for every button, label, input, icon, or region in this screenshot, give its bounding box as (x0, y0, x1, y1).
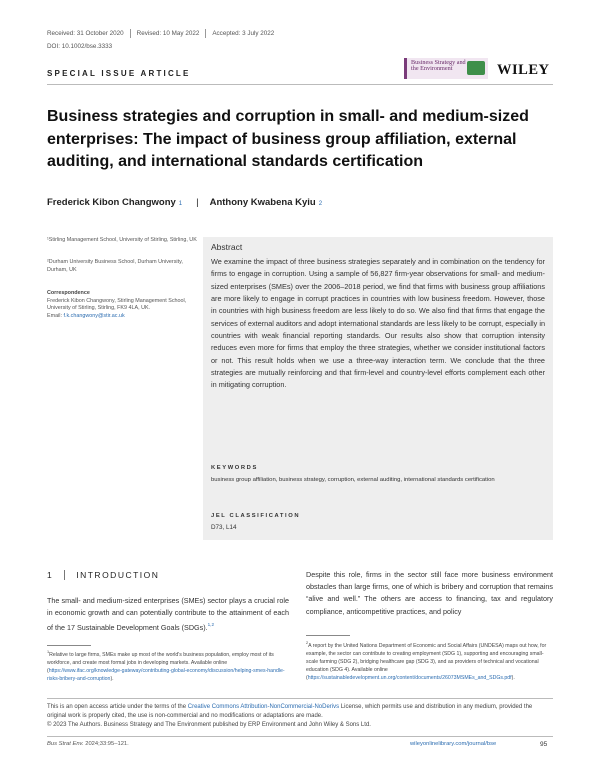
footer-divider (47, 736, 553, 737)
footnote-ref[interactable]: 1,2 (207, 622, 214, 628)
footnote-text: Relative to large firms, SMEs make up most of the world's business population, employ most of its workforce, and create most formal jobs in developing markets. Available online ( (47, 652, 274, 674)
section-label: SPECIAL ISSUE ARTICLE (47, 69, 191, 78)
affiliation-1: ¹Stirling Management School, University of Stirling, Stirling, UK (47, 237, 197, 243)
section-title: INTRODUCTION (76, 570, 160, 580)
accepted-date: Accepted: 3 July 2022 (212, 30, 275, 37)
divider (64, 570, 65, 580)
correspondence-heading: Correspondence (47, 290, 90, 296)
revised-date: Revised: 10 May 2022 (136, 30, 200, 37)
intro-paragraph-continued: Despite this role, firms in the sector still face more business environment obstacles than large firms, one of which is bribery and corruption that remains “alive and well.” The others are access to financing, tax and regulatory compliance, anticompetitive practices, and policy (306, 570, 553, 616)
footnote-link[interactable]: https://sustainabledevelopment.un.org/content/documents/26073MSMEs_and_SDGs.pdf (307, 674, 512, 681)
abstract-text: We examine the impact of three business strategies separately and in combination on the tendency for firms to engage in corruption. Using a sample of 56,827 firm-year observations for small- and medium-sized enterprises (SMEs) over the 2006–2018 period, we find that firms with business group affiliations are more likely to engage in corrupt practices in countries with low business freedom. However, those in countries with high business freedom are less likely to do so. We also find that firms that engage the services of external auditors and adopt international standards are less likely to be corrupt, especially in countries with weak financial reporting standards. Our results also show that corruption intensity reduces even more for firms that employ the three strategies, whether we consider institutional factors or not. This result holds when we use a three-way interaction term. We conclude that the three strategies are mutually reinforcing and that firm-level and country-level efforts complement each other in mitigating corruption. (211, 257, 545, 390)
divider (205, 29, 206, 38)
correspondence (47, 290, 197, 320)
footnote-2 (306, 640, 553, 683)
header-divider (47, 84, 553, 85)
license-post: License, which permits use and distribution in any medium, provided the original work is properly cited, the use is non-commercial and no modifications or adaptations are made. (47, 704, 533, 720)
abstract-panel (203, 237, 553, 540)
email-label: Email: (47, 312, 64, 319)
jel-heading: JEL CLASSIFICATION (211, 513, 301, 519)
author-name[interactable]: Anthony Kwabena Kyiu (209, 197, 316, 208)
keywords-heading: KEYWORDS (211, 465, 258, 471)
citation-journal: Bus Strat Env. (47, 741, 84, 747)
abstract-heading: Abstract (211, 242, 243, 252)
citation-details: 2024;33:95–121. (83, 741, 129, 747)
footnote-mark: 1 (47, 650, 50, 654)
page-number: 95 (540, 741, 548, 748)
license-notice (47, 703, 553, 730)
license-divider (47, 698, 553, 699)
jel-codes: D73, L14 (211, 524, 237, 531)
received-date: Received: 31 October 2020 (47, 30, 124, 37)
intro-paragraph (47, 595, 289, 635)
footnote-divider (306, 635, 350, 636)
author-list (47, 197, 322, 208)
publisher-logo[interactable]: WILEY (497, 62, 550, 78)
footnote-divider (47, 645, 91, 646)
journal-logo-icon (467, 61, 485, 75)
copyright: © 2023 The Authors. Business Strategy and The Environment published by ERP Environment and John Wiley & Sons Ltd. (47, 722, 371, 729)
correspondence-body: Frederick Kibon Changwony, Stirling Management School, University of Stirling, Stirling, FK9 4LA, UK. (47, 297, 187, 312)
journal-logo[interactable] (404, 58, 488, 79)
journal-url[interactable]: wileyonlinelibrary.com/journal/bse (410, 741, 497, 747)
divider (130, 29, 131, 38)
footnote-end: ). (511, 674, 515, 681)
keywords: business group affiliation, business strategy, corruption, external auditing, international standards certification (211, 477, 495, 483)
license-pre: This is an open access article under the terms of the (47, 704, 188, 710)
affiliation-ref[interactable]: 2 (318, 201, 323, 207)
correspondence-email (47, 313, 197, 321)
footnote-text: A report by the United Nations Department of Economic and Social Affairs (UNDESA) maps out how, for example, the sector can contribute to creating employment (SDG 1), supporting and encouraging small-scale farming (SDG 2), bridging healthcare gap (SDG 3), and as providers of technical and vocational education (SDG 4). Available online ( (306, 643, 547, 681)
license-link[interactable]: Creative Commons Attribution-NonCommercial-NoDerivs (187, 704, 340, 710)
email-link[interactable]: f.k.changwony@stir.ac.uk (63, 312, 125, 319)
license-text (47, 703, 553, 721)
author-name[interactable]: Frederick Kibon Changwony (47, 197, 176, 208)
citation (47, 741, 129, 747)
author-separator: | (196, 197, 199, 208)
affiliation-ref[interactable]: 1 (178, 201, 183, 207)
intro-text: The small- and medium-sized enterprises (SMEs) sector plays a crucial role in economic growth and can potentially contribute to the attainment of each of the 17 Sustainable Development Goals (SDGs). (47, 596, 289, 633)
footnote-link[interactable]: https://www.ifac.org/knowledge-gateway/contributing-global-economy/discussion/helping-smes-handle-risks-bribery-and-corruption (47, 667, 285, 682)
footnote-1 (47, 649, 289, 684)
section-number: 1 (47, 570, 54, 580)
section-heading (47, 570, 159, 580)
journal-name: Business Strategy and the Environment (411, 59, 466, 73)
article-title: Business strategies and corruption in small- and medium-sized enterprises: The impact of business group affiliation, external auditing, and international standards certification (47, 108, 529, 170)
doi[interactable]: DOI: 10.1002/bse.3333 (47, 43, 113, 50)
footnote-mark: 2 (306, 641, 309, 645)
article-history (47, 29, 274, 38)
affiliation-2: ²Durham University Business School, Durham University, Durham, UK (47, 259, 183, 273)
footnote-end: ). (110, 675, 114, 682)
